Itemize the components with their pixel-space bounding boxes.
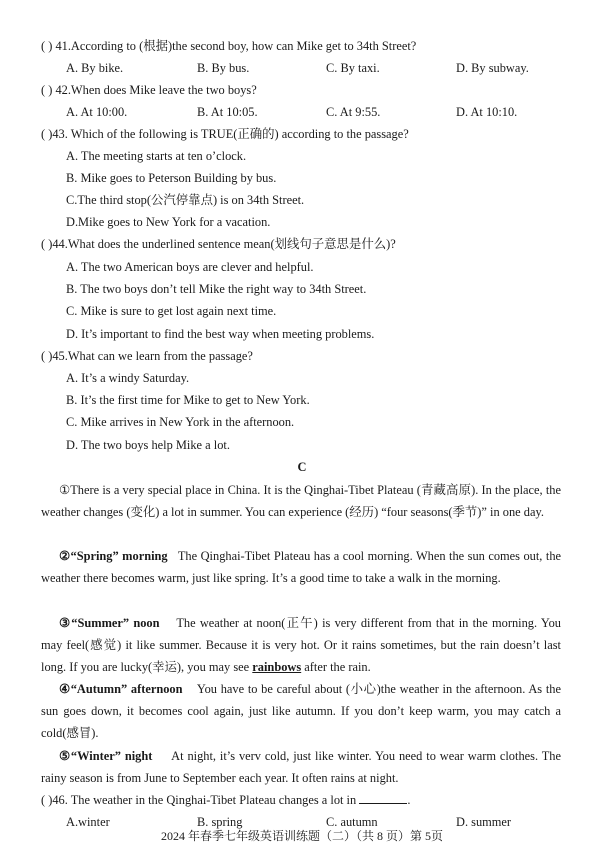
question-44-option-d: D. It’s important to find the best way when meeting problems.	[66, 327, 375, 341]
question-46-stem: ( )46. The weather in the Qinghai-Tibet Plateau changes a lot in	[41, 793, 357, 807]
question-41-option-d: D. By subway.	[456, 61, 529, 75]
passage-paragraph-5	[41, 745, 561, 789]
question-42-option-d: D. At 10:10.	[456, 105, 518, 119]
answer-blank	[359, 792, 407, 804]
passage-paragraph-1	[41, 479, 561, 523]
question-44-stem: ( )44.What does the underlined sentence mean(划线句子意思是什么)?	[41, 237, 396, 251]
question-45-option-a: A. It’s a windy Saturday.	[66, 371, 190, 385]
question-43-stem: ( )43. Which of the following is TRUE(正确的) according to the passage?	[41, 127, 409, 141]
question-44-option-a: A. The two American boys are clever and helpful.	[66, 260, 314, 274]
question-44-option-b: B. The two boys don’t tell Mike the right way to 34th Street.	[66, 282, 367, 296]
question-46-stem-line	[41, 792, 410, 808]
paragraph-1-text: ①There is a very special place in China. It is the Qinghai-Tibet Plateau (青藏高原). In the place, the weather changes (变化) a lot in summer. You can experience (经历) “four seasons(季节)” in one day.	[41, 483, 561, 520]
question-46-option-d: D. summer	[456, 815, 512, 829]
question-42-stem: ( ) 42.When does Mike leave the two boys?	[41, 83, 257, 97]
question-45-option-c: C. Mike arrives in New York in the afternoon.	[66, 415, 295, 429]
passage-paragraph-3	[41, 612, 561, 679]
question-41-option-c: C. By taxi.	[326, 61, 380, 75]
section-title: C	[297, 460, 307, 474]
question-46-option-b: B. spring	[197, 815, 243, 829]
passage-paragraph-2	[41, 545, 561, 589]
question-43-option-b: B. Mike goes to Peterson Building by bus.	[66, 171, 277, 185]
paragraph-3-text-b: after the rain.	[304, 660, 371, 675]
question-44-option-c: C. Mike is sure to get lost again next time.	[66, 304, 277, 318]
question-46-option-a: A.winter	[66, 815, 110, 829]
paragraph-3-text-a: The weather at noon(正午) is very different from that in the morning. You may feel(感觉) it like summer. Because it is very hot. Or it rains sometimes, but the rain doesn’t last long. If you are lucky(幸运), you may see	[41, 616, 561, 675]
question-43-option-a: A. The meeting starts at ten o’clock.	[66, 149, 247, 163]
question-45-option-d: D. The two boys help Mike a lot.	[66, 438, 230, 452]
page-footer: 2024 年春季七年级英语训练题（二）（共 8 页）第 5页	[160, 829, 443, 843]
question-43-option-c: C.The third stop(公汽停靠点) is on 34th Street.	[66, 193, 305, 207]
question-45-stem: ( )45.What can we learn from the passage?	[41, 349, 253, 363]
question-42-option-a: A. At 10:00.	[66, 105, 128, 119]
paragraph-2-text: The Qinghai-Tibet Plateau has a cool morning. When the sun comes out, the weather there becomes warm, just like spring. It’s a good time to take a walk in the morning.	[41, 549, 562, 586]
paragraph-5-text: At night, it’s verv cold, just like winter. You need to wear warm clothes. The rainy season is from June to September each year. It often rains at night.	[41, 749, 561, 786]
question-41-stem: ( ) 41.According to (根据)the second boy, how can Mike get to 34th Street?	[41, 39, 417, 53]
paragraph-4-heading: ④“Autumn” afternoon	[59, 682, 183, 696]
question-41-option-a: A. By bike.	[66, 61, 124, 75]
paragraph-5-heading: ⑤“Winter” night	[59, 749, 153, 763]
question-42-option-c: C. At 9:55.	[326, 105, 381, 119]
underlined-word-rainbows: rainbows	[252, 660, 302, 675]
paragraph-4-text: You have to be careful about (小心)the weather in the afternoon. As the sun goes down, it becomes cool again, just like autumn. If you don’t keep warm, you may catch a cold(感冒).	[41, 682, 561, 741]
paragraph-3-heading: ③“Summer” noon	[59, 616, 160, 630]
question-41-option-b: B. By bus.	[197, 61, 250, 75]
passage-paragraph-4	[41, 678, 561, 745]
question-43-option-d: D.Mike goes to New York for a vacation.	[66, 215, 271, 229]
question-46-option-c: C. autumn	[326, 815, 378, 829]
question-46-stem-end: .	[407, 793, 411, 807]
question-42-option-b: B. At 10:05.	[197, 105, 258, 119]
paragraph-2-heading: ②“Spring” morning	[59, 549, 168, 563]
question-45-option-b: B. It’s the first time for Mike to get to New York.	[66, 393, 310, 407]
